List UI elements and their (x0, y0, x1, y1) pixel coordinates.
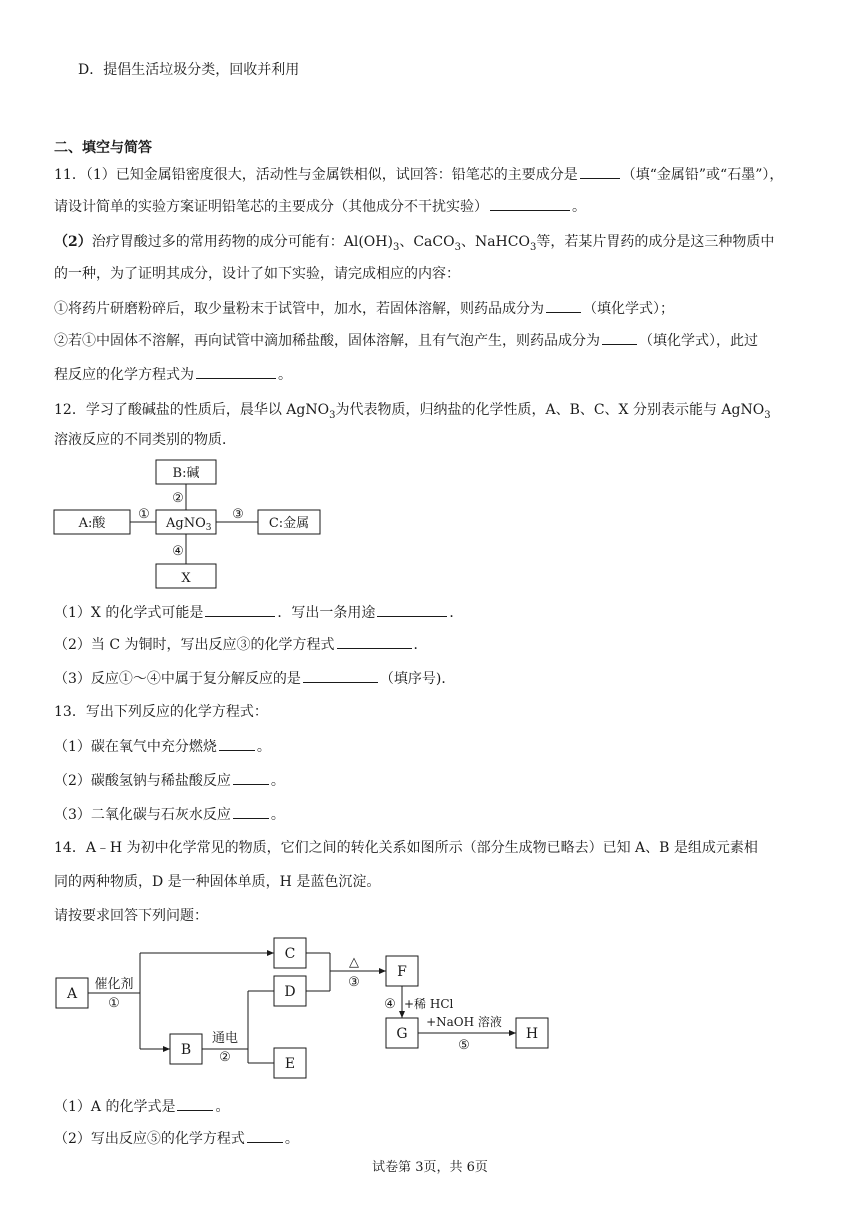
reaction-4-label: ④ (172, 544, 184, 559)
q14-line1: 14．A﹣H 为初中化学常见的物质，它们之间的转化关系如图所示（部分生成物已略去）已知 A、B 是组成元素相 (54, 840, 758, 856)
conversion-diagram (54, 936, 554, 1082)
q13-line1: 13．写出下列反应的化学方程式： (54, 704, 268, 720)
reaction-1-label: ① (138, 507, 150, 522)
label-x: X (181, 571, 191, 586)
section-title: 二、填空与简答 (54, 140, 152, 156)
q14-line3: 请按要求回答下列问题： (54, 908, 208, 924)
q11-line7: 程反应的化学方程式为 。 (54, 364, 292, 385)
answer-blank[interactable] (205, 602, 275, 617)
answer-blank[interactable] (233, 804, 269, 819)
answer-blank[interactable] (196, 364, 276, 379)
reaction-1-label: ① (108, 996, 120, 1011)
q11-line6: ②若①中固体不溶解，再向试管中滴加稀盐酸，固体溶解，且有气泡产生，则药品成分为 （填化学式），此过 (54, 330, 758, 351)
q12-sub2: （2）当 C 为铜时，写出反应③的化学方程式 ． (54, 634, 428, 655)
option-d: D．提倡生活垃圾分类，回收并利用 (78, 62, 300, 78)
node-e-label: E (284, 1056, 296, 1072)
q11-line2: 请设计简单的实验方案证明铅笔芯的主要成分（其他成分不干扰实验） 。 (54, 196, 586, 217)
reaction-4-label: ④ (384, 997, 396, 1012)
q12-sub1: （1）X 的化学式可能是 ．写出一条用途 ． (54, 602, 463, 623)
agno3-relation-diagram (52, 458, 324, 592)
q14-sub1: （1）A 的化学式是 。 (54, 1096, 229, 1117)
q11-line4: 的一种，为了证明其成分，设计了如下实验，请完成相应的内容： (54, 266, 460, 282)
heat-label: △ (349, 955, 359, 970)
q11-line3: （2）治疗胃酸过多的常用药物的成分可能有：$Al(OH)_3$、CaCO$_3$、NaHCO$_3$等，若某片胃药的成分是这三种物质中 (54, 234, 775, 253)
answer-blank[interactable] (602, 330, 637, 345)
answer-blank[interactable] (219, 736, 255, 751)
naoh-label: +NaOH 溶液 (426, 1015, 502, 1029)
label-c-metal: C:金属 (268, 516, 310, 531)
q14-sub2: （2）写出反应⑤的化学方程式 。 (54, 1128, 299, 1149)
answer-blank[interactable] (546, 298, 581, 313)
node-h-label: H (525, 1026, 539, 1042)
label-a-acid: A:酸 (78, 516, 106, 531)
node-c-label: C (284, 946, 296, 962)
answer-blank[interactable] (177, 1096, 213, 1111)
answer-blank[interactable] (377, 602, 447, 617)
answer-blank[interactable] (490, 196, 570, 211)
q12-line1: 12．学习了酸碱盐的性质后，晨华以 AgNO$_3$为代表物质，归纳盐的化学性质，A、B、C、X 分别表示能与 AgNO$_3$ (54, 402, 771, 421)
page-footer: 试卷第 3页，共 6页 (372, 1160, 488, 1175)
reaction-3-label: ③ (348, 975, 360, 990)
q13-sub2: （2）碳酸氢钠与稀盐酸反应 。 (54, 770, 285, 791)
q13-sub1: （1）碳在氧气中充分燃烧 。 (54, 736, 271, 757)
reaction-3-label: ③ (232, 507, 244, 522)
q13-sub3: （3）二氧化碳与石灰水反应 。 (54, 804, 285, 825)
q14-line2: 同的两种物质，D 是一种固体单质，H 是蓝色沉淀。 (54, 874, 381, 890)
answer-blank[interactable] (337, 634, 412, 649)
node-b-label: B (180, 1042, 192, 1058)
reaction-2-label: ② (219, 1050, 231, 1065)
q12-sub3: （3）反应①～④中属于复分解反应的是 （填序号)． (54, 668, 455, 689)
node-d-label: D (284, 984, 296, 1000)
node-a-label: A (66, 986, 78, 1002)
answer-blank[interactable] (303, 668, 378, 683)
node-g-label: G (396, 1026, 408, 1042)
answer-blank[interactable] (233, 770, 269, 785)
q11-line5: ①将药片研磨粉碎后，取少量粉末于试管中，加水，若固体溶解，则药品成分为 （填化学式）； (54, 298, 674, 319)
node-f-label: F (397, 964, 407, 980)
label-agno3: AgNO$_3$ (166, 516, 212, 533)
reaction-2-label: ② (172, 491, 184, 506)
hcl-label: +稀 HCl (404, 997, 454, 1011)
q12-line2: 溶液反应的不同类别的物质． (54, 432, 236, 448)
q11-line1: 11．（1）已知金属铅密度很大，活动性与金属铁相似，试回答：铅笔芯的主要成分是 （填“金属铅”或“石墨”）， (54, 164, 783, 185)
answer-blank[interactable] (247, 1128, 283, 1143)
reaction-5-label: ⑤ (458, 1038, 470, 1053)
label-b-base: B:碱 (172, 466, 200, 481)
electrolysis-label: 通电 (211, 1031, 239, 1046)
answer-blank[interactable] (580, 164, 620, 179)
catalyst-label: 催化剂 (94, 977, 134, 992)
